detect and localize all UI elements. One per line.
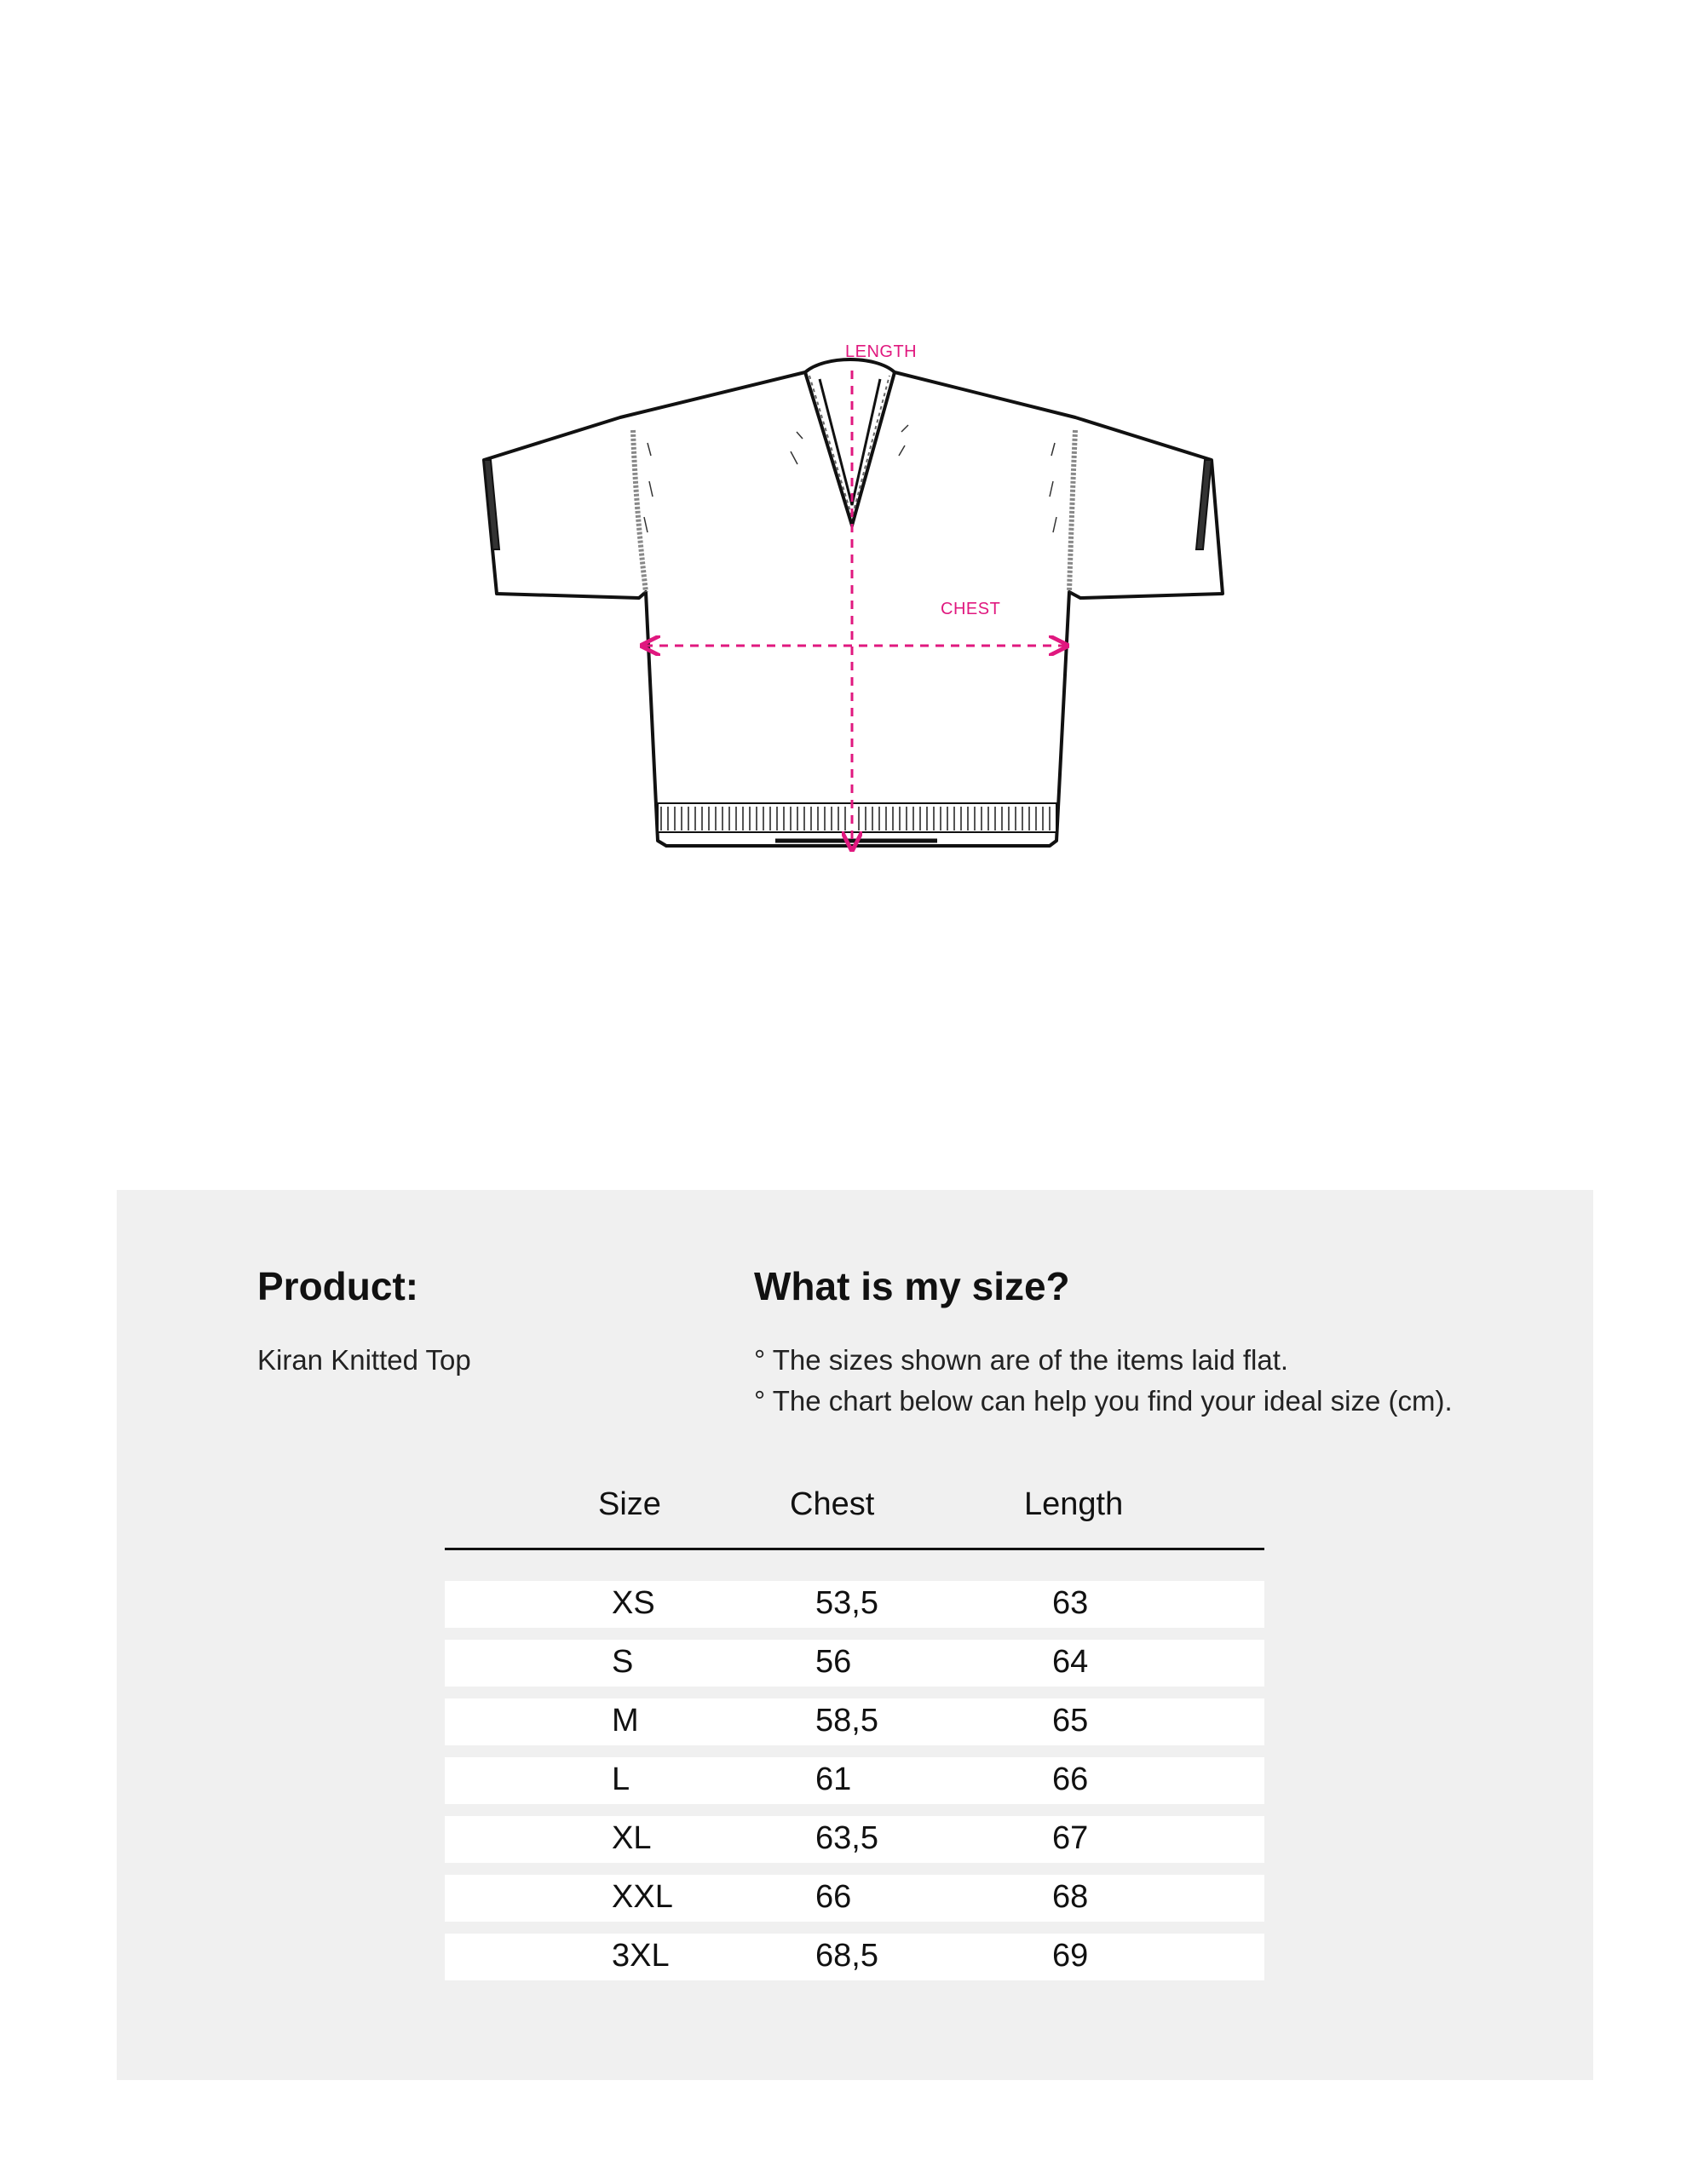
cell-size: S (612, 1644, 634, 1680)
chest-label: CHEST (941, 600, 1001, 618)
cell-length: 67 (1052, 1820, 1089, 1856)
table-row (445, 1640, 1264, 1687)
size-note: ° The chart below can help you find your ideal size (cm). (754, 1384, 1453, 1417)
table-row (445, 1816, 1264, 1863)
size-note: ° The sizes shown are of the items laid flat. (754, 1344, 1289, 1376)
cell-length: 68 (1052, 1879, 1089, 1915)
cell-length: 64 (1052, 1644, 1089, 1680)
cell-size: XXL (612, 1879, 673, 1915)
cell-size: XS (612, 1585, 655, 1621)
table-header (445, 1480, 1264, 1550)
column-header-chest: Chest (790, 1486, 875, 1522)
cell-length: 69 (1052, 1938, 1089, 1974)
table-row (445, 1581, 1264, 1628)
table-row (445, 1698, 1264, 1745)
size-table (445, 1480, 1264, 1992)
cell-length: 63 (1052, 1585, 1089, 1621)
table-row (445, 1875, 1264, 1922)
cell-length: 66 (1052, 1762, 1089, 1797)
cell-chest: 68,5 (815, 1938, 878, 1974)
table-row (445, 1934, 1264, 1980)
size-help-notes (754, 1340, 1453, 1422)
cell-chest: 56 (815, 1644, 852, 1680)
table-body (445, 1581, 1264, 1980)
cell-size: L (612, 1762, 630, 1797)
cell-chest: 61 (815, 1762, 852, 1797)
column-header-size: Size (598, 1486, 661, 1522)
cell-size: 3XL (612, 1938, 670, 1974)
product-heading: Product: (257, 1264, 419, 1308)
cell-chest: 53,5 (815, 1585, 878, 1621)
cell-chest: 66 (815, 1879, 852, 1915)
size-info-panel (117, 1190, 1593, 2080)
product-name: Kiran Knitted Top (257, 1344, 471, 1376)
cell-size: M (612, 1703, 639, 1739)
cell-chest: 63,5 (815, 1820, 878, 1856)
cell-length: 65 (1052, 1703, 1089, 1739)
size-help-heading: What is my size? (754, 1264, 1070, 1308)
column-header-length: Length (1024, 1486, 1124, 1522)
garment-illustration (469, 336, 1235, 865)
cell-chest: 58,5 (815, 1703, 878, 1739)
table-row (445, 1757, 1264, 1804)
cell-size: XL (612, 1820, 652, 1856)
length-label: LENGTH (845, 342, 918, 361)
